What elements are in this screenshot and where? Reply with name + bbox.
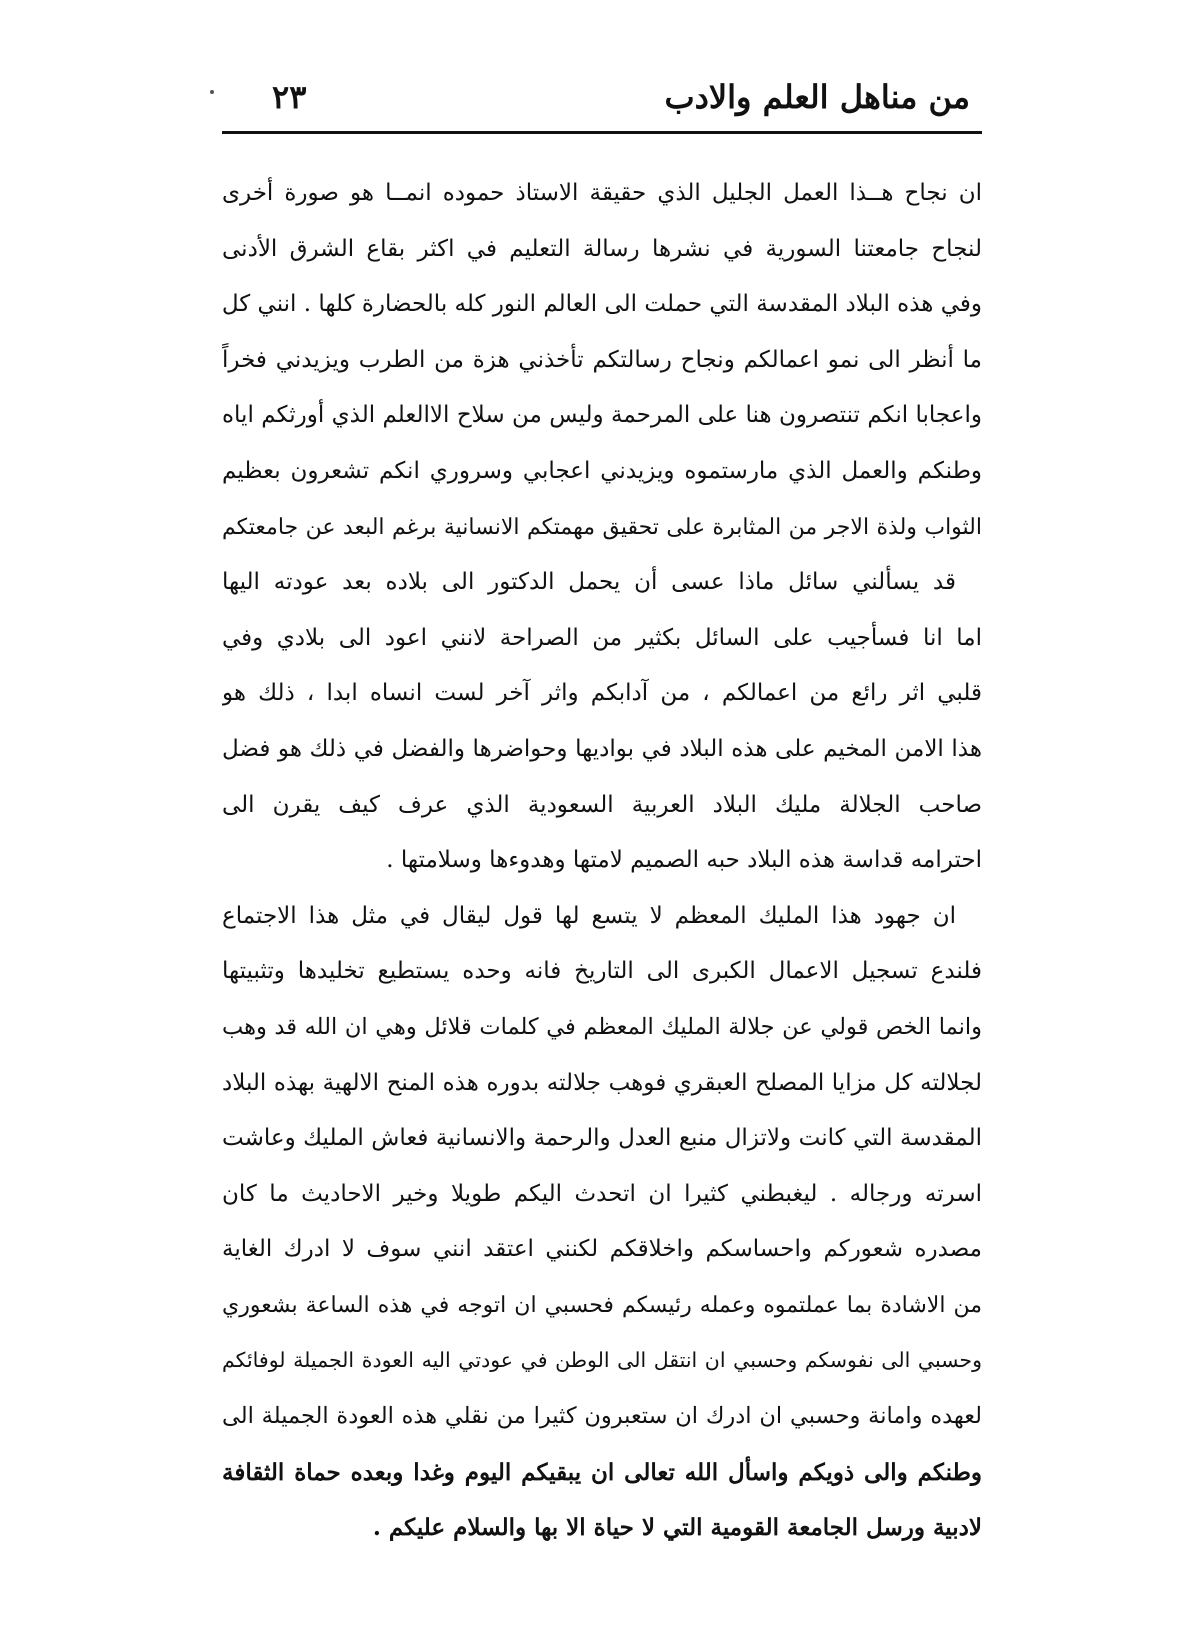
text-line: مصدره شعوركم واحساسكم واخلاقكم لكنني اعتقد انني سوف لا ادرك الغاية: [222, 1236, 982, 1263]
text-line: احترامه قداسة هذه البلاد حبه الصميم لامتها وهدوءها وسلامتها .: [386, 847, 982, 874]
text-line: اسرته ورجاله . ليغبطني كثيرا ان اتحدث اليكم طويلا وخير الاحاديث ما كان: [222, 1180, 982, 1207]
text-line: وفي هذه البلاد المقدسة التي حملت الى العالم النور كله بالحضارة كلها . انني كل: [222, 291, 982, 318]
text-line: الثواب ولذة الاجر من المثابرة على تحقيق مهمتكم الانسانية برغم البعد عن جامعتكم: [222, 514, 982, 540]
text-line: فلندع تسجيل الاعمال الكبرى الى التاريخ فانه وحده يستطيع تخليدها وتثبيتها: [222, 958, 982, 985]
text-line: هذا الامن المخيم على هذه البلاد في بواديها وحواضرها والفضل في ذلك هو فضل: [222, 735, 982, 762]
text-line: وانما الخص قولي عن جلالة المليك المعظم في كلمات قلائل وهي ان الله قد وهب: [222, 1013, 982, 1040]
text-line: ان جهود هذا المليك المعظم لا يتسع لها قول ليقال في مثل هذا الاجتماع: [222, 902, 956, 929]
running-title: من مناهل العلم والادب: [664, 78, 970, 116]
text-line: قلبي اثر رائع من اعمالكم ، من آدابكم واثر آخر لست انساه ابدا ، ذلك هو: [222, 680, 982, 707]
text-line: اما انا فسأجيب على السائل بكثير من الصراحة لانني اعود الى بلادي وفي: [222, 624, 982, 651]
page-number: ٢٣: [272, 78, 307, 116]
text-line: وطنكم والعمل الذي مارستموه ويزيدني اعجابي وسروري انكم تشعرون بعظيم: [222, 457, 982, 484]
text-line: صاحب الجلالة مليك البلاد العربية السعودية الذي عرف كيف يقرن الى: [222, 791, 982, 818]
text-line: وطنكم والى ذويكم واسأل الله تعالى ان يبقيكم اليوم وغدا وبعده حماة الثقافة: [222, 1458, 982, 1486]
text-line: ما أنظر الى نمو اعمالكم ونجاح رسالتكم تأخذني هزة من الطرب ويزيدني فخراً: [222, 346, 982, 373]
page-header: [222, 72, 982, 134]
text-line: قد يسألني سائل ماذا عسى أن يحمل الدكتور الى بلاده بعد عودته اليها: [222, 569, 956, 596]
text-line: لادبية ورسل الجامعة القومية التي لا حياة الا بها والسلام عليكم .: [372, 1514, 982, 1542]
text-line: وحسبي الى نفوسكم وحسبي ان انتقل الى الوطن في عودتي اليه العودة الجميلة لوفائكم: [222, 1348, 982, 1373]
body-text: [222, 166, 982, 1556]
text-line: واعجابا انكم تنتصرون هنا على المرحمة وليس من سلاح الاالعلم الذي أورثكم اياه: [222, 402, 982, 429]
text-line: لعهده وامانة وحسبي ان ادرك ان ستعبرون كثيرا من نقلي هذه العودة الجميلة الى: [222, 1403, 982, 1430]
header-rule: [222, 131, 982, 134]
margin-speck: [210, 90, 214, 94]
text-line: المقدسة التي كانت ولاتزال منبع العدل والرحمة والانسانية فعاش المليك وعاشت: [222, 1125, 982, 1152]
text-line: من الاشادة بما عملتموه وعمله رئيسكم فحسبي ان اتوجه في هذه الساعة بشعوري: [222, 1292, 982, 1318]
text-line: ان نجاح هــذا العمل الجليل الذي حقيقة الاستاذ حموده انمــا هو صورة أخرى: [222, 180, 982, 206]
text-line: لجلالته كل مزايا المصلح العبقري فوهب جلالته بدوره هذه المنح الالهية بهذه البلاد: [222, 1069, 982, 1096]
text-line: لنجاح جامعتنا السورية في نشرها رسالة التعليم في اكثر بقاع الشرق الأدنى: [222, 235, 982, 262]
